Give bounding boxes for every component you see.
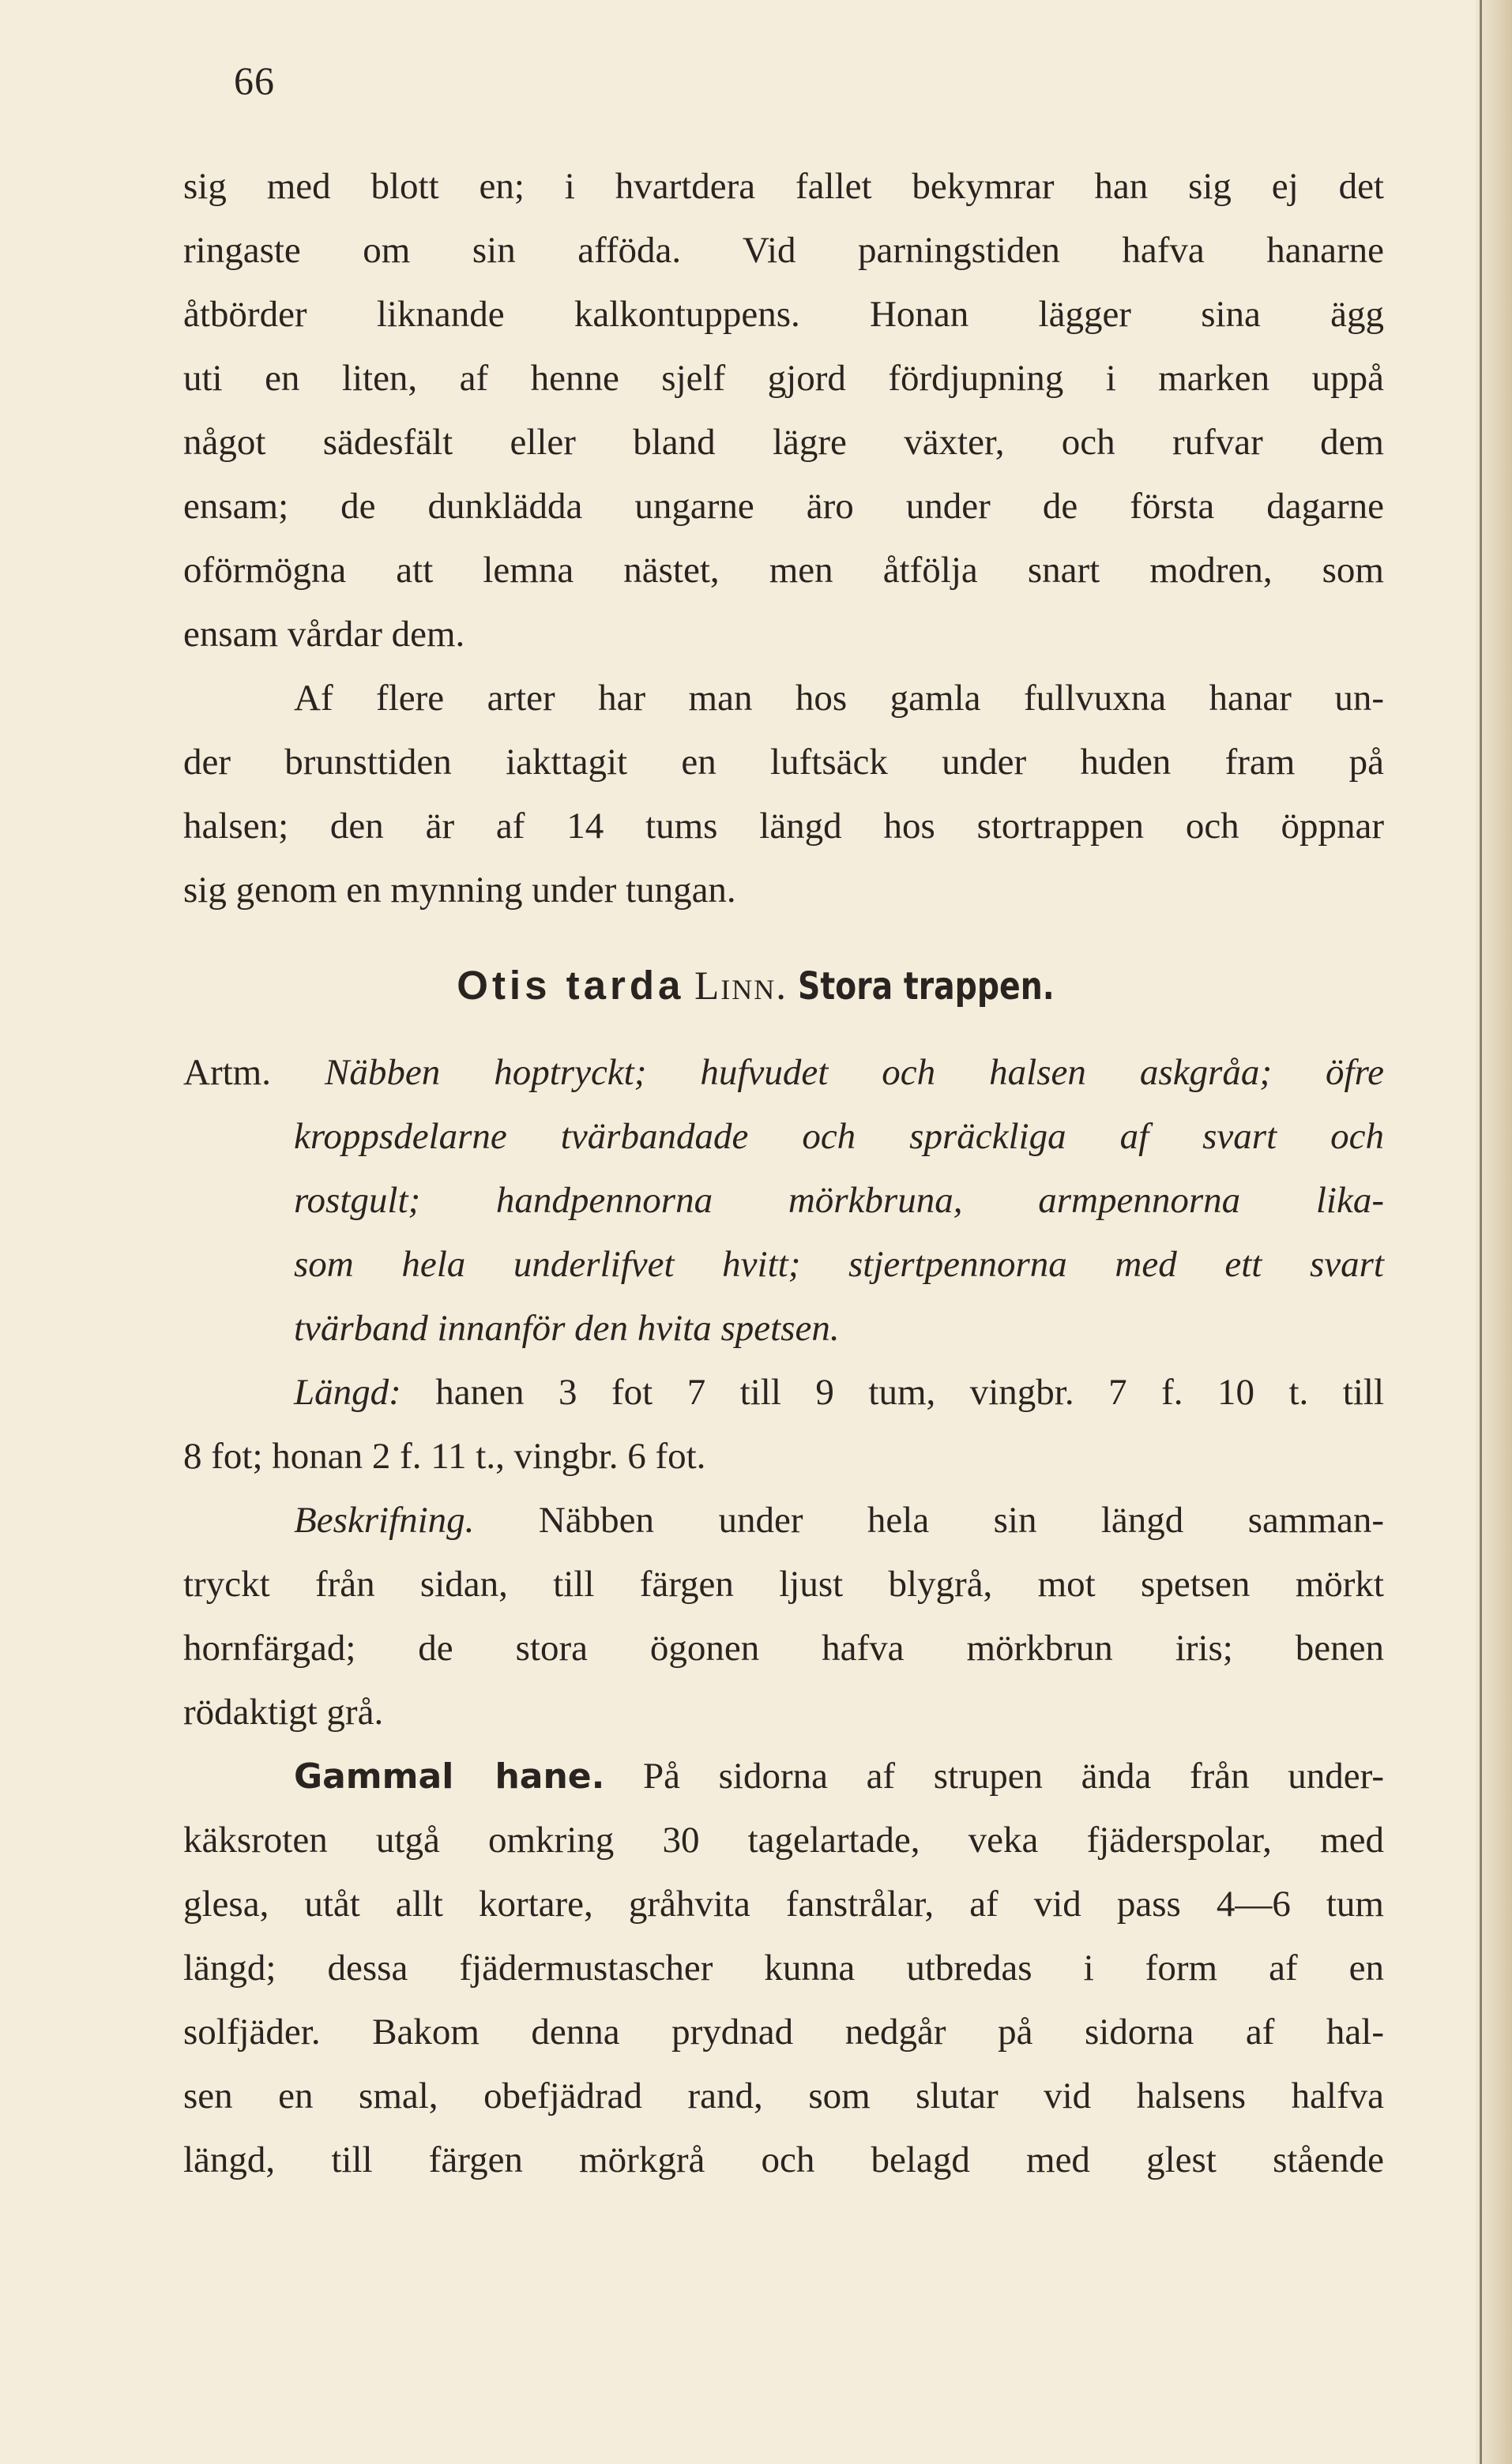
text-line: [183, 1361, 1384, 1425]
text-line: längd; dessa fjädermustascher kunna utbredas i form af en: [183, 1948, 1384, 1989]
text-line: ensam; de dunklädda ungarne äro under de första dagarne: [183, 486, 1384, 527]
text-line: tvärband innanför den hvita spetsen.: [294, 1308, 840, 1349]
text-line: ensam vårdar dem.: [183, 614, 465, 655]
text-line: käksroten utgå omkring 30 tagelartade, veka fjäderspolar, med: [183, 1820, 1384, 1861]
text-line: solfjäder. Bakom denna prydnad nedgår på sidorna af hal-: [183, 2011, 1384, 2053]
beskrifning-label: Beskrifning.: [294, 1500, 475, 1541]
text-line: rostgult; handpennorna mörkbruna, armpennorna lika-: [294, 1180, 1384, 1221]
page-text: [183, 155, 1384, 2192]
text-line: kroppsdelarne tvärbandade och spräckliga af svart och: [294, 1116, 1384, 1157]
text-line: något sädesfält eller bland lägre växter, och rufvar dem: [183, 422, 1384, 463]
text-line: sig med blott en; i hvartdera fallet bekymrar han sig ej det: [183, 166, 1384, 207]
page-edge-line: [1480, 0, 1482, 2464]
section-artm: [183, 1041, 1384, 1361]
paragraph-breeding: [183, 155, 1384, 667]
beskrifning-text: Näbben under hela sin längd samman-: [538, 1500, 1385, 1541]
section-beskrifning: [183, 1489, 1384, 1745]
text-line: sig genom en mynning under tungan.: [183, 870, 736, 911]
species-author: Linn.: [694, 964, 788, 1009]
section-langd: [183, 1361, 1384, 1489]
paragraph-air-sac: [183, 667, 1384, 922]
text-line: der brunsttiden iakttagit en luftsäck under huden fram på: [183, 742, 1384, 783]
gammal-hane-label: Gammal hane.: [294, 1756, 605, 1797]
text-line: halsen; den är af 14 tums längd hos stortrappen och öppnar: [183, 806, 1384, 847]
text-line: 8 fot; honan 2 f. 11 t., vingbr. 6 fot.: [183, 1436, 706, 1477]
species-heading: [183, 922, 1384, 1041]
common-name: Stora trappen.: [797, 964, 1055, 1009]
text-line: uti en liten, af henne sjelf gjord fördjupning i marken uppå: [183, 358, 1384, 399]
text-line: sen en smal, obefjädrad rand, som slutar vid halsens halfva: [183, 2075, 1384, 2117]
text-line: [183, 1745, 1384, 1809]
text-line: hornfärgad; de stora ögonen hafva mörkbrun iris; benen: [183, 1628, 1384, 1669]
text-line: längd, till färgen mörkgrå och belagd med glest stående: [183, 2139, 1384, 2180]
text-line: ringaste om sin afföda. Vid parningstiden hafva hanarne: [183, 230, 1384, 271]
text-line: Af flere arter har man hos gamla fullvuxna hanar un-: [294, 678, 1384, 719]
text-line: oförmögna att lemna nästet, men åtfölja snart modren, som: [183, 550, 1384, 591]
section-gammal-hane: [183, 1745, 1384, 2192]
text-line: åtbörder liknande kalkontuppens. Honan lägger sina ägg: [183, 294, 1384, 335]
langd-label: Längd:: [294, 1372, 401, 1413]
text-line: som hela underlifvet hvitt; stjertpennorna med ett svart: [294, 1244, 1384, 1285]
text-line: [183, 1041, 1384, 1105]
langd-text: hanen 3 fot 7 till 9 tum, vingbr. 7 f. 10 t. till: [435, 1372, 1385, 1413]
page-number: 66: [234, 58, 275, 103]
artm-text: Näbben hoptryckt; hufvudet och halsen askgråa; öfre: [325, 1052, 1384, 1093]
text-line: glesa, utåt allt kortare, gråhvita fanstrålar, af vid pass 4—6 tum: [183, 1884, 1384, 1925]
artm-label: Artm.: [183, 1052, 271, 1093]
gammal-hane-text: På sidorna af strupen ända från under-: [642, 1756, 1385, 1797]
species-name: Otis tarda: [457, 963, 685, 1008]
text-line: rödaktigt grå.: [183, 1692, 384, 1733]
text-line: [183, 1489, 1384, 1553]
text-line: tryckt från sidan, till färgen ljust blygrå, mot spetsen mörkt: [183, 1564, 1384, 1605]
